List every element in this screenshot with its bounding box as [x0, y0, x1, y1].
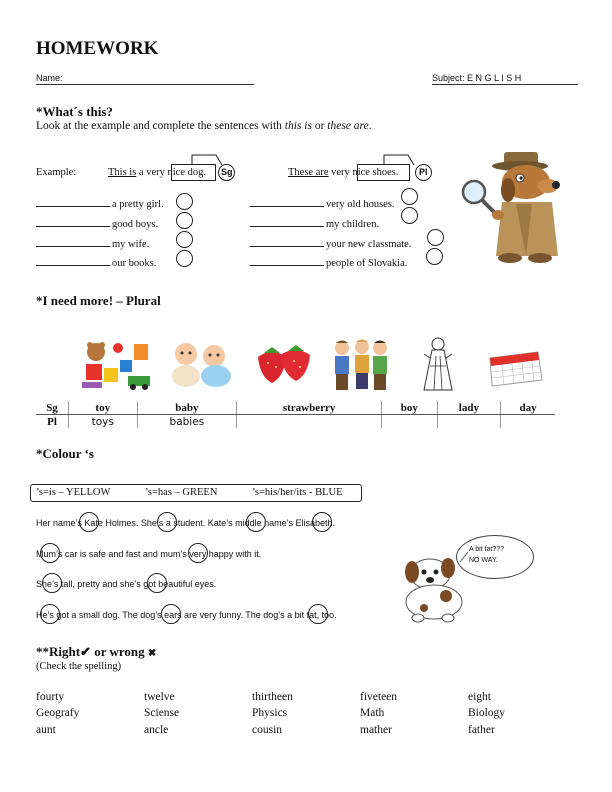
example-pl-mid: very [328, 167, 353, 178]
apostrophe-s-circle[interactable] [40, 604, 60, 624]
item-text: people of Slovakia. [326, 258, 408, 269]
babies-image [166, 340, 238, 388]
sg-word: toy [69, 401, 138, 415]
fat-dog-image [398, 552, 468, 624]
item-text: my wife. [112, 239, 150, 250]
answer-blank[interactable] [36, 236, 110, 247]
answer-blank[interactable] [36, 255, 110, 266]
table-row-singular [36, 401, 555, 415]
bubble-line1: A bit fat??? [469, 546, 505, 553]
bubble-line2: NO WAY. [469, 557, 498, 564]
spelling-word[interactable]: cousin [252, 724, 283, 736]
section3-heading: *Colour ‘s [36, 446, 94, 461]
lady-image [418, 336, 460, 392]
spelling-word[interactable]: twelve [144, 691, 175, 703]
answer-circle[interactable] [176, 250, 193, 267]
instruction-end: . [368, 120, 372, 132]
answer-blank[interactable] [36, 216, 110, 227]
example-pl-arrow [382, 153, 422, 167]
pl-answer-cell[interactable] [237, 415, 382, 429]
item-text: my children. [326, 219, 380, 230]
example-pl-noun: nice shoes. [352, 167, 399, 178]
sentence: She’s tall, pretty and she’s got beautiful eyes. [36, 579, 217, 589]
toys-image [78, 336, 158, 392]
spelling-word[interactable]: Sciense [144, 707, 180, 719]
answer-blank[interactable] [36, 196, 110, 207]
example-label: Example: [36, 167, 77, 178]
answer-circle[interactable] [427, 229, 444, 246]
pl-answer-cell[interactable]: toys [69, 415, 138, 429]
pl-answer-cell[interactable] [382, 415, 438, 429]
apostrophe-s-circle[interactable] [157, 512, 177, 532]
apostrophe-s-circle[interactable] [79, 512, 99, 532]
name-label: Name: [36, 73, 63, 83]
spelling-word[interactable]: fiveteen [360, 691, 398, 703]
instruction-or: or [311, 120, 328, 132]
sentence: Her name’s Kate Holmes. She’s a student. Kate’s middle name’s Elisabeth. [36, 518, 335, 528]
sg-word: lady [437, 401, 500, 415]
example-sg-subject: This is [108, 167, 137, 178]
exercise-item-left [36, 196, 164, 210]
apostrophe-s-circle[interactable] [246, 512, 266, 532]
sg-word: baby [137, 401, 237, 415]
instruction-these-are: these are [327, 120, 369, 132]
exercise-item-left [36, 255, 156, 269]
sg-label: Sg [36, 401, 69, 415]
cross-icon: ✖ [147, 648, 157, 659]
sentence: He’s got a small dog. The dog’s ears are very funny. The dog’s a bit fat, too. [36, 610, 337, 620]
detective-dog-image [460, 152, 568, 264]
spelling-word[interactable]: mather [360, 724, 392, 736]
exercise-item-left [36, 236, 149, 250]
spelling-word[interactable]: Math [360, 707, 385, 719]
instruction-this-is: this is [284, 120, 312, 132]
item-text: your new classmate. [326, 239, 412, 250]
apostrophe-s-circle[interactable] [308, 604, 328, 624]
item-text: good boys. [112, 219, 159, 230]
strawberry-image [254, 343, 314, 385]
pl-answer-cell[interactable]: babies [137, 415, 237, 429]
answer-circle[interactable] [176, 212, 193, 229]
sg-word: strawberry [237, 401, 382, 415]
instruction-text: Look at the example and complete the sentences with [36, 120, 285, 132]
item-text: our books. [112, 258, 157, 269]
section4-heading [36, 644, 156, 660]
spelling-word[interactable]: Physics [252, 707, 288, 719]
sg-word: day [501, 401, 555, 415]
example-sg-noun: nice dog. [167, 167, 206, 178]
spelling-word[interactable]: thirtheen [252, 691, 293, 703]
answer-blank[interactable] [250, 236, 324, 247]
sg-word: boy [382, 401, 438, 415]
or-wrong-label: or wrong [90, 644, 148, 659]
exercise-item-left [36, 216, 158, 230]
apostrophe-s-circle[interactable] [40, 543, 60, 563]
apostrophe-s-circle[interactable] [147, 573, 167, 593]
exercise-item-right [250, 255, 407, 269]
answer-circle[interactable] [176, 193, 193, 210]
plural-table [36, 401, 555, 428]
answer-blank[interactable] [250, 255, 324, 266]
apostrophe-s-circle[interactable] [42, 573, 62, 593]
example-pl-subject: These are [288, 167, 329, 178]
example-sg-mid: a very [136, 167, 168, 178]
name-line [36, 84, 254, 85]
exercise-item-right [250, 196, 395, 210]
calendar-image [484, 350, 544, 390]
answer-circle[interactable] [426, 248, 443, 265]
answer-blank[interactable] [250, 196, 324, 207]
section4-subheading: (Check the spelling) [36, 661, 122, 672]
section1-instruction [36, 120, 372, 132]
colour-key-blue: ’s=his/her/its - BLUE [252, 487, 343, 498]
item-text: very old houses. [326, 199, 395, 210]
pl-answer-cell[interactable] [501, 415, 555, 429]
exercise-item-right [250, 216, 379, 230]
apostrophe-s-circle[interactable] [312, 512, 332, 532]
boys-image [330, 338, 394, 392]
page-title: HOMEWORK [36, 38, 159, 59]
spelling-word[interactable]: ancle [144, 724, 169, 736]
exercise-item-right [250, 236, 411, 250]
subject-line [432, 84, 578, 85]
answer-blank[interactable] [250, 216, 324, 227]
sentence: Mum’s car is safe and fast and mum’s very happy with it. [36, 549, 262, 559]
example-pl-tag: Pl [419, 167, 428, 177]
pl-answer-cell[interactable] [437, 415, 500, 429]
apostrophe-s-circle[interactable] [161, 604, 181, 624]
pl-label: Pl [36, 415, 69, 429]
answer-circle[interactable] [401, 188, 418, 205]
item-text: a pretty girl. [112, 199, 164, 210]
spelling-word[interactable]: Biology [468, 707, 506, 719]
answer-circle[interactable] [176, 231, 193, 248]
spelling-word[interactable]: Geografy [36, 707, 80, 719]
colour-key-green: ’s=has – GREEN [145, 487, 218, 498]
colour-key-yellow: ’s=is – YELLOW [36, 487, 111, 498]
right-label: **Right [36, 644, 81, 659]
check-icon: ✔ [80, 644, 91, 659]
apostrophe-s-circle[interactable] [188, 543, 208, 563]
table-row-plural [36, 415, 555, 429]
spelling-word[interactable]: eight [468, 691, 491, 703]
spelling-word[interactable]: aunt [36, 724, 56, 736]
section2-heading: *I need more! – Plural [36, 293, 161, 308]
section1-heading: *What´s this? [36, 104, 113, 119]
answer-circle[interactable] [401, 207, 418, 224]
subject-label: Subject: E N G L I S H [432, 73, 522, 83]
spelling-word[interactable]: fourty [36, 691, 65, 703]
example-sg-tag: Sg [221, 167, 233, 177]
spelling-word[interactable]: father [468, 724, 495, 736]
